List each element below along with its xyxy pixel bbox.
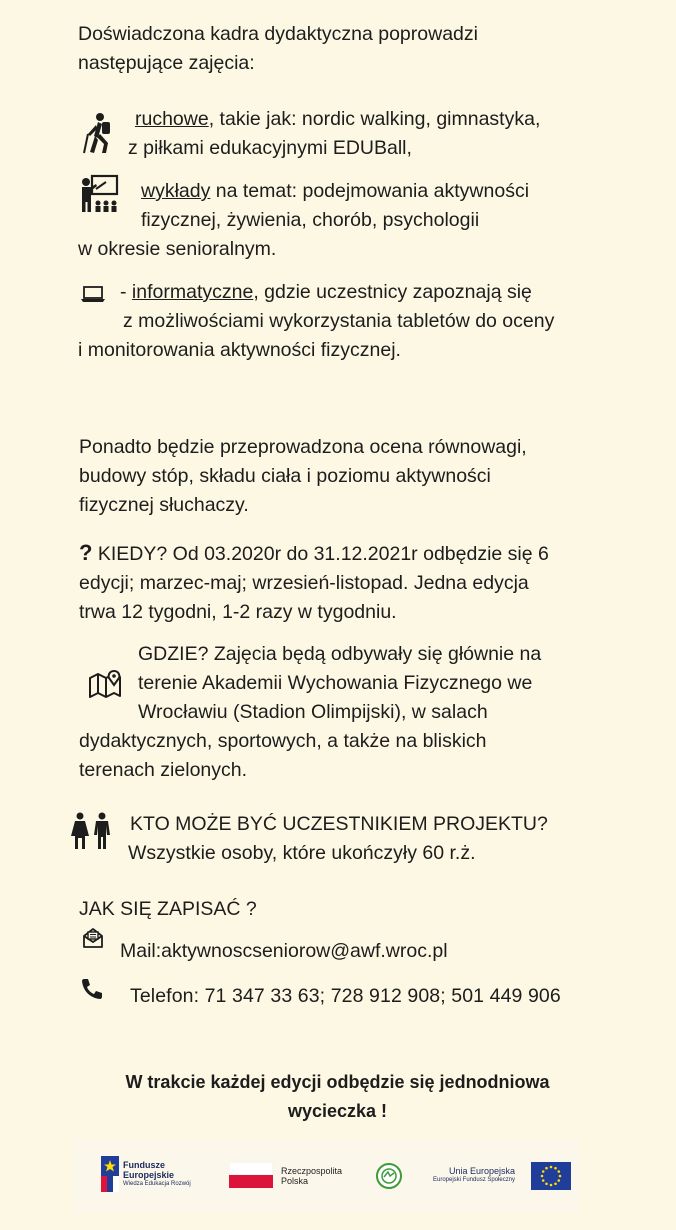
ue-line-2: Europejski Fundusz Społeczny	[433, 1177, 516, 1183]
intro-line-2: następujące zajęcia:	[78, 52, 255, 74]
who-line-1: KTO MOŻE BYĆ UCZESTNIKIEM PROJEKTU?	[130, 813, 548, 835]
trip-paragraph	[78, 1068, 597, 1126]
question-mark-icon: ?	[79, 540, 93, 565]
class-lectures-text-2: fizycznej, żywienia, chorób, psychologii	[141, 209, 480, 231]
class-it-text-1: , gdzie uczestnicy zapoznają się	[253, 281, 532, 303]
awf-logo	[376, 1163, 402, 1194]
class-lectures-text-1: na temat: podejmowania aktywności	[210, 180, 530, 202]
class-it-title: informatyczne	[131, 281, 254, 303]
class-it-prefix: -	[120, 281, 132, 303]
class-moving-paragraph	[78, 105, 597, 163]
trip-line-2: wycieczka !	[287, 1101, 388, 1121]
intro-line-1: Doświadczona kadra dydaktyczna poprowadzi	[78, 23, 478, 45]
class-moving-text-2: z piłkami edukacyjnymi EDUBall,	[128, 137, 412, 159]
mail-icon	[82, 927, 104, 949]
class-it-text-2: z możliwościami wykorzystania tabletów do oceny	[123, 310, 555, 332]
class-lectures-paragraph	[78, 177, 597, 264]
where-line-4: dydaktycznych, sportowych, a także na bliskich	[79, 730, 487, 752]
where-line-1: GDZIE? Zajęcia będą odbywały się głównie na	[138, 643, 542, 665]
where-line-5: terenach zielonych.	[79, 759, 248, 781]
polish-flag-icon	[229, 1162, 273, 1193]
class-it-text-3: i monitorowania aktywności fizycznej.	[78, 339, 401, 361]
fe-line-3: Wiedza Edukacja Rozwój	[123, 1181, 191, 1187]
fe-line-2: Europejskie	[123, 1170, 175, 1180]
footer-logo-bar	[73, 1138, 580, 1214]
class-moving-text-1: , takie jak: nordic walking, gimnastyka,	[208, 108, 541, 130]
trip-line-1: W trakcie każdej edycji odbędzie się jednodniowa	[125, 1072, 550, 1092]
assessment-line-1: Ponadto będzie przeprowadzona ocena równowagi,	[79, 436, 527, 458]
signup-mail[interactable]: Mail:aktywnoscseniorow@awf.wroc.pl	[120, 940, 448, 962]
class-lectures-title: wykłady	[141, 180, 211, 202]
where-line-2: terenie Akademii Wychowania Fizycznego we	[138, 672, 533, 694]
class-moving-title: ruchowe	[135, 108, 209, 130]
intro-paragraph	[78, 20, 597, 78]
rp-line-2: Polska	[281, 1176, 309, 1186]
assessment-line-2: budowy stóp, składu ciała i poziomu aktywności	[79, 465, 491, 487]
where-paragraph	[79, 640, 598, 785]
signup-heading: JAK SIĘ ZAPISAĆ ?	[79, 898, 257, 920]
fundusze-europejskie-logo	[101, 1156, 119, 1197]
ue-line-1: Unia Europejska	[449, 1166, 516, 1176]
class-it-paragraph	[78, 278, 597, 365]
where-line-3: Wrocławiu (Stadion Olimpijski), w salach	[138, 701, 488, 723]
when-line-2: edycji; marzec-maj; wrzesień-listopad. Jedna edycja	[79, 572, 529, 594]
eu-flag-icon	[531, 1162, 571, 1195]
people-icon	[70, 812, 114, 850]
when-paragraph	[79, 538, 598, 627]
assessment-line-3: fizycznej słuchaczy.	[79, 494, 249, 516]
signup-phone[interactable]: Telefon: 71 347 33 63; 728 912 908; 501 449 906	[130, 985, 561, 1007]
who-line-2: Wszystkie osoby, które ukończyły 60 r.ż.	[128, 842, 476, 864]
assessment-paragraph	[79, 433, 598, 520]
phone-icon	[80, 977, 104, 1001]
fe-line-1: Fundusze	[123, 1160, 165, 1170]
rp-line-1: Rzeczpospolita	[281, 1166, 343, 1176]
class-lectures-text-3: w okresie senioralnym.	[78, 238, 277, 260]
when-line-3: trwa 12 tygodni, 1-2 razy w tygodniu.	[79, 601, 397, 623]
who-paragraph	[130, 810, 600, 868]
when-line-1: KIEDY? Od 03.2020r do 31.12.2021r odbędzie się 6	[92, 543, 549, 565]
